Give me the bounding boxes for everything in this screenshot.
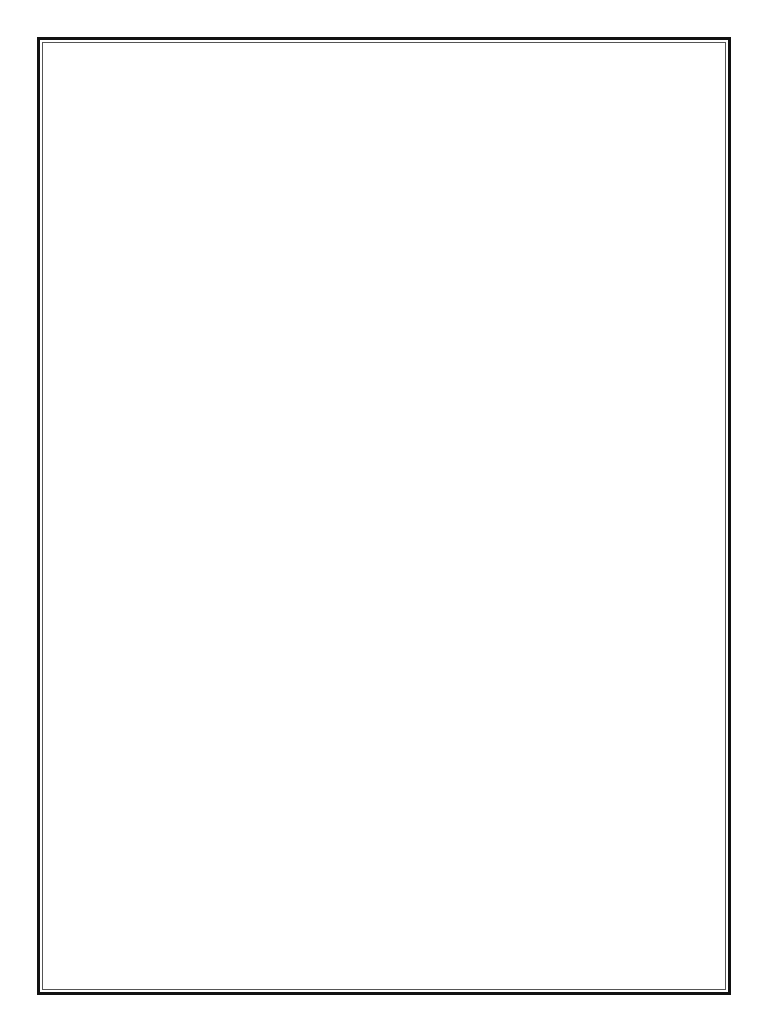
document-body (52, 52, 716, 58)
page-border (37, 37, 731, 995)
